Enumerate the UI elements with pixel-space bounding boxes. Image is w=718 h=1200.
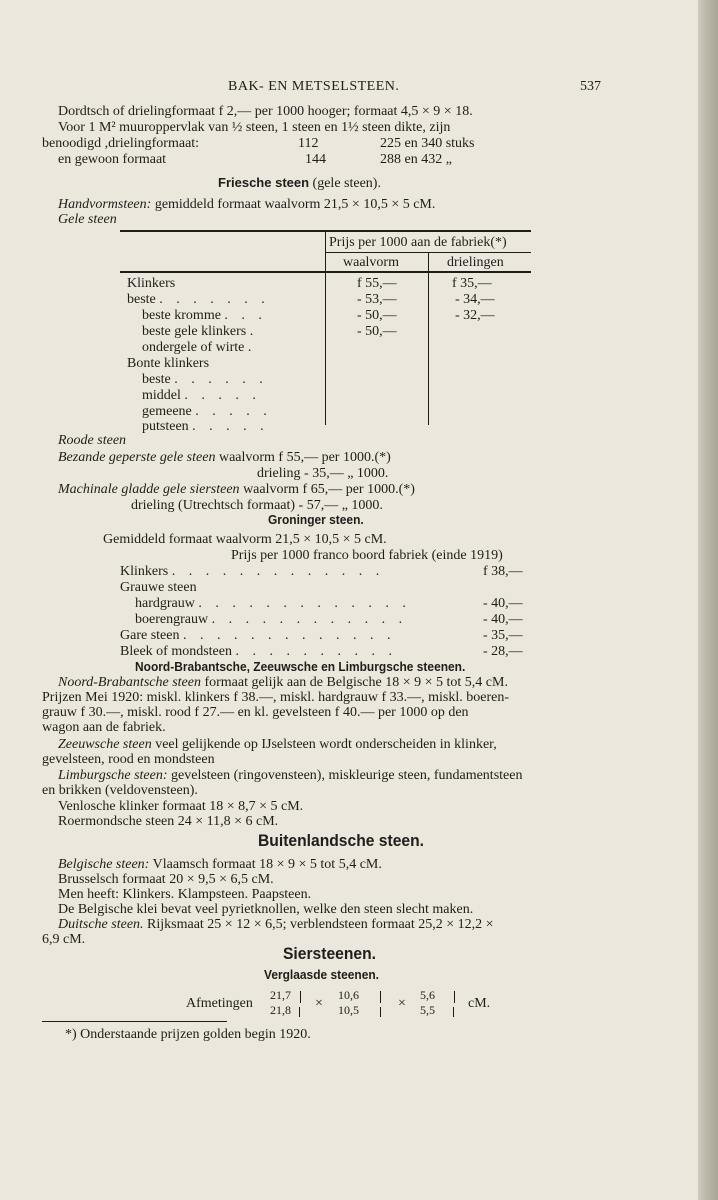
dim-a-bot: 21,8	[270, 1003, 291, 1017]
friesche-heading-suffix: (gele steen).	[312, 176, 381, 191]
intro-row-value: 225 en 340 stuks	[380, 136, 475, 151]
leader-dots: . . . . . . . . . . . .	[211, 612, 408, 627]
row-label: Bleek of mondsteen	[120, 644, 232, 659]
table-col-waalvorm: waalvorm	[343, 255, 399, 270]
zeeuw-label: Zeeuwsche steen	[58, 737, 152, 752]
groninger-prijs-header: Prijs per 1000 franco boord fabriek (einde 1919)	[231, 548, 503, 563]
handvorm-label: Handvormsteen:	[58, 197, 152, 212]
zeeuw-line	[58, 737, 497, 753]
duitsch-line-2: 6,9 cM.	[42, 932, 86, 947]
table-row	[142, 372, 268, 388]
subheading-verglaasde: Verglaasde steenen.	[264, 967, 380, 982]
unit-cm: cM.	[468, 996, 491, 1011]
table-row	[142, 404, 272, 420]
machinale-text: waalvorm f 65,— per 1000.(*)	[243, 482, 415, 497]
price-value: - 40,—	[483, 612, 523, 627]
machinale-label: Machinale gladde gele siersteen	[58, 482, 240, 497]
brace-b-top	[380, 991, 381, 1003]
section-heading-noord: Noord-Brabantsche, Zeeuwsche en Limburgsche steenen.	[135, 659, 466, 674]
nb-text: formaat gelijk aan de Belgische 18 × 9 × 5 tot 5,4 cM.	[204, 675, 508, 690]
running-title: BAK- EN METSELSTEEN.	[228, 79, 400, 94]
cell-waalvorm: - 50,—	[357, 324, 397, 339]
leader-dots: .	[249, 324, 259, 339]
price-value: f 38,—	[483, 564, 523, 579]
men-heeft-line: Men heeft: Klinkers. Klampsteen. Paapsteen.	[58, 887, 312, 902]
belg-line	[58, 857, 382, 873]
intro-row-value: 288 en 432 „	[380, 152, 452, 167]
table-col-drielingen: drielingen	[447, 255, 504, 270]
row-label: gemeene	[142, 404, 192, 419]
dim-a-top: 21,7	[270, 988, 291, 1002]
section-heading-friesche	[218, 175, 381, 192]
duitsch-label: Duitsche steen.	[58, 917, 144, 932]
intro-row-label: benoodigd ,drielingformaat:	[42, 136, 200, 151]
zeeuw-text: veel gelijkende op IJselsteen wordt onderscheiden in klinker,	[155, 737, 497, 752]
row-label: Bonte klinkers	[127, 356, 210, 371]
afmetingen-label: Afmetingen	[186, 996, 253, 1011]
page-edge	[698, 0, 718, 1200]
groninger-formaat: Gemiddeld formaat waalvorm 21,5 × 10,5 × 5 cM.	[103, 532, 387, 547]
dim-c-top: 5,6	[420, 988, 435, 1002]
leader-dots: . . . . .	[192, 419, 269, 434]
venlo-line: Venlosche klinker formaat 18 × 8,7 × 5 cM.	[58, 799, 304, 814]
row-label: ondergele of wirte	[142, 340, 245, 355]
footnote-rule	[42, 1021, 227, 1022]
intro-line-1: Dordtsch of drielingformaat f 2,— per 1000 hooger; formaat 4,5 × 9 × 18.	[58, 104, 473, 119]
table-row	[142, 308, 267, 324]
bezande-drieling: drieling - 35,— „ 1000.	[257, 466, 389, 481]
leader-dots: . . . . . . . . . . . . .	[198, 596, 411, 611]
cell-drielingen: - 34,—	[455, 292, 495, 307]
table-vline	[428, 253, 429, 272]
times-sign: ×	[398, 996, 406, 1011]
section-heading-buitenland: Buitenlandsche steen.	[258, 831, 425, 850]
duitsch-text: Rijksmaat 25 × 12 × 6,5; verblendsteen formaat 25,2 × 12,2 ×	[147, 917, 494, 932]
nb-line-3: grauw f 30.—, miskl. rood f 27.— en kl. gevelsteen f 40.— per 1000 op den	[42, 705, 469, 720]
machinale-drieling: drieling (Utrechtsch formaat) - 57,— „ 1000.	[131, 498, 383, 513]
price-row	[120, 644, 397, 660]
leader-dots: . . . . . .	[174, 372, 268, 387]
row-label: boerengrauw	[135, 612, 209, 627]
leader-dots: . . . . . . . . . . . . .	[171, 564, 385, 579]
brussel-line: Brusselsch formaat 20 × 9,5 × 6,5 cM.	[58, 872, 274, 887]
brace-a-bot	[299, 1007, 300, 1017]
price-row	[135, 612, 407, 628]
cell-drielingen: - 32,—	[455, 308, 495, 323]
dim-c-bot: 5,5	[420, 1003, 435, 1017]
klei-line: De Belgische klei bevat veel pyrietknollen, welke den steen slecht maken.	[58, 902, 474, 917]
limburg-line	[58, 768, 522, 784]
leader-dots: . . . . .	[184, 388, 261, 403]
nb-line-4: wagon aan de fabriek.	[42, 720, 166, 735]
cell-waalvorm: - 53,—	[357, 292, 397, 307]
brace-c-bot	[453, 1007, 454, 1017]
limburg-label: Limburgsche steen:	[58, 768, 168, 783]
table-row	[127, 356, 209, 372]
times-sign: ×	[315, 996, 323, 1011]
nb-label: Noord-Brabantsche steen	[58, 675, 201, 690]
price-value: - 35,—	[483, 628, 523, 643]
brace-c-top	[454, 991, 455, 1003]
nb-line-2: Prijzen Mei 1920: miskl. klinkers f 38.—, miskl. hardgrauw f 33.—, miskl. boeren-	[42, 690, 509, 705]
machinale-line	[58, 482, 415, 498]
price-row	[120, 564, 384, 580]
cell-waalvorm: f 55,—	[357, 276, 397, 291]
limburg-line-2: en brikken (veldovensteen).	[42, 783, 198, 798]
table-vline	[325, 273, 326, 425]
nb-line	[58, 675, 508, 691]
roermond-line: Roermondsche steen 24 × 11,8 × 6 cM.	[58, 814, 279, 829]
price-value: - 28,—	[483, 644, 523, 659]
table-row	[127, 292, 270, 308]
leader-dots: . . . . . . . . . . . . .	[182, 628, 396, 643]
table-row	[142, 340, 256, 356]
table-row	[127, 276, 175, 292]
table-group-header: Prijs per 1000 aan de fabriek(*)	[329, 235, 507, 250]
row-label: putsteen	[142, 419, 189, 434]
belg-label: Belgische steen:	[58, 857, 150, 872]
dim-b-top: 10,6	[338, 988, 359, 1002]
price-value: - 40,—	[483, 596, 523, 611]
footnote: *) Onderstaande prijzen golden begin 1920.	[65, 1027, 311, 1042]
row-label: Klinkers	[127, 276, 176, 291]
leader-dots: . . . . . . . . . .	[235, 644, 397, 659]
roode-steen-label: Roode steen	[58, 433, 127, 448]
gele-steen-label: Gele steen	[58, 212, 117, 227]
leader-dots: . . . . . . .	[159, 292, 270, 307]
section-heading-sier: Siersteenen.	[283, 944, 377, 963]
row-label: Grauwe steen	[120, 580, 197, 595]
table-vline	[428, 273, 429, 425]
row-label: middel	[142, 388, 181, 403]
section-heading-groninger: Groninger steen.	[268, 512, 364, 527]
intro-row-value: 144	[305, 152, 326, 167]
row-label: Klinkers	[120, 564, 169, 579]
handvorm-text: gemiddeld formaat waalvorm 21,5 × 10,5 × 5 cM.	[154, 197, 436, 212]
row-label: beste gele klinkers	[142, 324, 247, 339]
leader-dots: . . . . .	[195, 404, 272, 419]
cell-drielingen: f 35,—	[452, 276, 492, 291]
table-row	[142, 324, 258, 340]
row-label: beste	[127, 292, 156, 307]
dim-b-bot: 10,5	[338, 1003, 359, 1017]
page-number: 537	[580, 79, 601, 94]
row-label: beste kromme	[142, 308, 221, 323]
table-row	[142, 419, 269, 435]
row-label: hardgrauw	[135, 596, 195, 611]
belg-text: Vlaamsch formaat 18 × 9 × 5 tot 5,4 cM.	[152, 857, 382, 872]
intro-row-label: en gewoon formaat	[58, 152, 167, 167]
leader-dots: .	[247, 340, 257, 355]
cell-waalvorm: - 50,—	[357, 308, 397, 323]
bezande-text: waalvorm f 55,— per 1000.(*)	[218, 450, 391, 465]
price-row	[120, 628, 395, 644]
handvorm-line	[58, 197, 435, 213]
table-row	[142, 388, 261, 404]
brace-a-top	[300, 991, 301, 1003]
intro-line-2: Voor 1 M² muuroppervlak van ½ steen, 1 steen en 1½ steen dikte, zijn	[58, 120, 451, 135]
zeeuw-line-2: gevelsteen, rood en mondsteen	[42, 752, 215, 767]
price-row	[120, 580, 197, 596]
bezande-label: Bezande geperste gele steen	[58, 450, 216, 465]
row-label: beste	[142, 372, 171, 387]
row-label: Gare steen	[120, 628, 180, 643]
intro-row-value: 112	[298, 136, 319, 151]
brace-b-bot	[380, 1007, 381, 1017]
friesche-heading: Friesche steen	[218, 175, 310, 190]
duitsch-line	[58, 917, 494, 933]
price-row	[135, 596, 411, 612]
bezande-line	[58, 450, 391, 466]
leader-dots: . . .	[224, 308, 267, 323]
limburg-text: gevelsteen (ringovensteen), miskleurige steen, fundamentsteen	[171, 768, 523, 783]
